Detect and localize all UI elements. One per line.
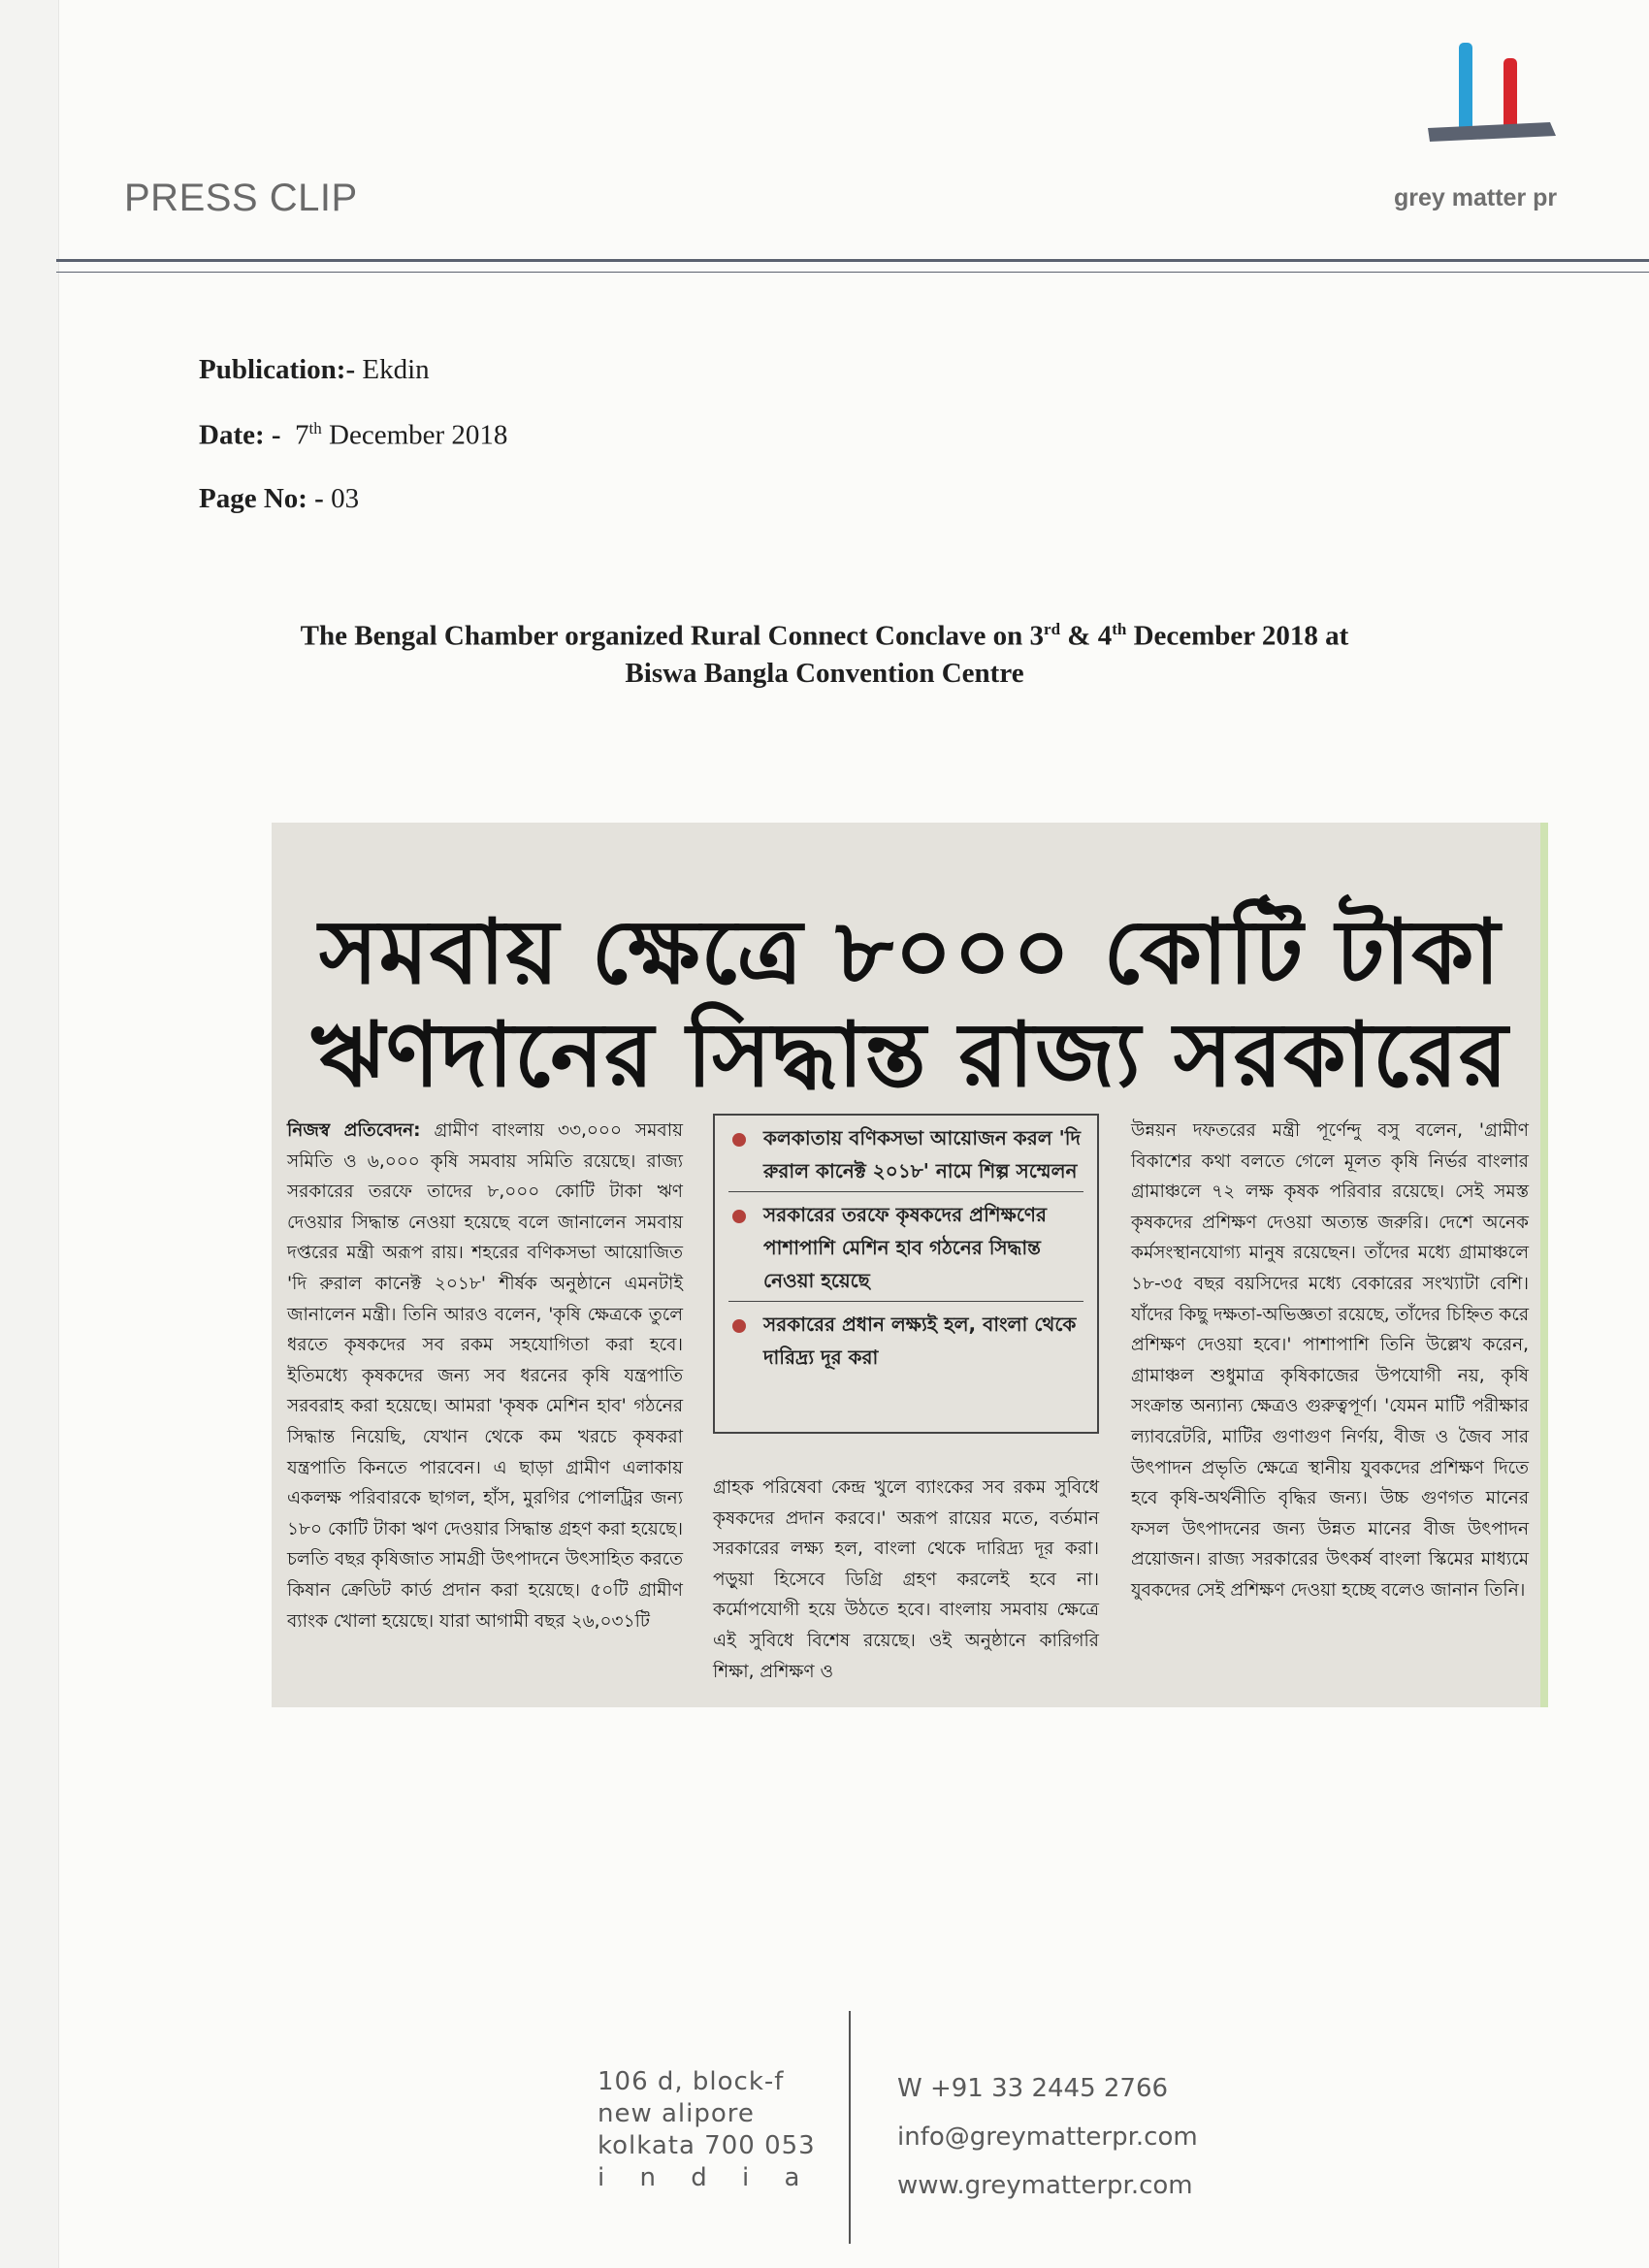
footer-phone: W +91 33 2445 2766 [897,2074,1169,2103]
date-rest: December 2018 [329,419,508,451]
highlight-item: সরকারের প্রধান লক্ষ্যই হল, বাংলা থেকে দারিদ্র্য দূর করা [728,1308,1083,1377]
grey-matter-logo-icon [1414,39,1569,155]
footer-address: 106 d, block-f new alipore kolkata 700 053 i n d i a [598,2067,816,2192]
page-label: Page No: - [199,483,324,514]
press-clip-label: PRESS CLIP [124,177,358,219]
highlight-item: সরকারের তরফে কৃষকদের প্রশিক্ষণের পাশাপাশি মেশিন হাব গঠনের সিদ্ধান্ত নেওয়া হয়েছে [728,1198,1083,1302]
footer-email[interactable]: info@greymatterpr.com [897,2122,1198,2152]
newspaper-clipping [272,823,1548,1707]
date-label: Date: - [199,419,281,451]
footer-contact [897,2064,1198,2210]
publication-label: Publication:- [199,354,356,385]
highlights-box [713,1114,1099,1434]
footer-website[interactable]: www.greymatterpr.com [897,2171,1193,2200]
page-value: 03 [331,483,360,514]
article-byline: নিজস্ব প্রতিবেদন: [287,1120,421,1141]
header-rule [56,259,1649,262]
date-line [199,419,507,452]
header-rule-thin [56,272,1649,273]
article-column-3: উন্নয়ন দফতরের মন্ত্রী পূর্ণেন্দু বসু বলেন, 'গ্রামীণ বিকাশের কথা বলতে গেলে মূলত কৃষি নির্ভর বাংলার গ্রামাঞ্চলে ৭২ লক্ষ কৃষক পরিবার রয়েছে। সেই সমস্ত কৃষকদের প্রশিক্ষণ দেওয়া অত্যন্ত জরুরি। দেশে অনেক কর্মসংস্থানযোগ্য মানুষ রয়েছেন। তাঁদের মধ্যে গ্রামাঞ্চলে ১৮-৩৫ বছর বয়সিদের মধ্যে বেকারের সংখ্যাটা বেশি। যাঁদের কিছু দক্ষতা-অভিজ্ঞতা রয়েছে, তাঁদের চিহ্নিত করে প্রশিক্ষণ দেওয়া হবে।' পাশাপাশি তিনি উল্লেখ করেন, গ্রামাঞ্চল শুধুমাত্র কৃষিকাজের উপযোগী নয়, কৃষি সংক্রান্ত অন্যান্য ক্ষেত্রও গুরুত্বপূর্ণ। 'যেমন মাটি পরীক্ষার ল্যাবরেটরি, মাটির গুণাগুণ নির্ণয়, বীজ ও জৈব সার উৎপাদন প্রভৃতি ক্ষেত্রে স্থানীয় যুবকদের প্রশিক্ষণ দিতে হবে কৃষি-অর্থনীতি বৃদ্ধির জন্য। উচ্চ গুণগত মানের ফসল উৎপাদনের জন্য উন্নত মানের বীজ উৎপাদন প্রয়োজন। রাজ্য সরকারের উৎকর্ষ বাংলা স্কিমের মাধ্যমে যুবকদের সেই প্রশিক্ষণ দেওয়া হচ্ছে বলেও জানান তিনি। [1131,1120,1529,1601]
article-column-2: গ্রাহক পরিষেবা কেন্দ্র খুলে ব্যাংকের সব রকম সুবিধে কৃষকদের প্রদান করবে।' অরূপ রায়ের মতে, বর্তমান সরকারের লক্ষ্য হল, বাংলা থেকে দারিদ্র্য দূর করা। পড়ুয়া হিসেবে ডিগ্রি গ্রহণ করলেই হবে না। কর্মোপযোগী হয়ে উঠতে হবে। বাংলায় সমবায় ক্ষেত্রে এই সুবিধে বিশেষ রয়েছে। ওই অনুষ্ঠানে কারিগরি শিক্ষা, প্রশিক্ষণ ও [713,1477,1099,1682]
publication-value: Ekdin [362,354,430,385]
bullet-icon [732,1133,746,1147]
article-text-1: গ্রামীণ বাংলায় ৩৩,০০০ সমবায় সমিতি ও ৬,০০০ কৃষি সমবায় সমিতি রয়েছে। রাজ্য সরকারের তরফে তাদের ৮,০০০ কোটি টাকা ঋণ দেওয়ার সিদ্ধান্ত নেওয়া হয়েছে বলে জানালেন সমবায় দপ্তরের মন্ত্রী অরূপ রায়। শহরের বণিকসভা আয়োজিত 'দি রুরাল কানেক্ট ২০১৮' শীর্ষক অনুষ্ঠানে এমনটাই জানালেন মন্ত্রী। তিনি আরও বলেন, 'কৃষি ক্ষেত্রকে তুলে ধরতে কৃষকদের সব রকম সহযোগিতা করা হবে। ইতিমধ্যে কৃষকদের জন্য সব ধরনের কৃষি যন্ত্রপাতি সরবরাহ করা হয়েছে। আমরা 'কৃষক মেশিন হাব' গঠনের সিদ্ধান্ত নিয়েছি, যেখান থেকে কম খরচে কৃষকরা যন্ত্রপাতি কিনতে পারবেন। এ ছাড়া গ্রামীণ এলাকায় একলক্ষ পরিবারকে ছাগল, হাঁস, মুরগির পোলট্রির জন্য ১৮০ কোটি টাকা ঋণ দেওয়ার সিদ্ধান্ত গ্রহণ করা হয়েছে। চলতি বছর কৃষিজাত সামগ্রী উৎপাদনে উৎসাহিত করতে কিষান ক্রেডিট কার্ড প্রদান করা হয়েছে। ৫০টি গ্রামীণ ব্যাংক খোলা হয়েছে। যারা আগামী বছর ২৬,০৩১টি [287,1120,683,1632]
bullet-icon [732,1210,746,1223]
date-suffix: th [308,419,322,437]
footer-divider [849,2011,851,2244]
clipping-headline-2: ঋণদানের সিদ্ধান্ত রাজ্য সরকারের [310,1003,1509,1107]
event-headline: The Bengal Chamber organized Rural Connect Conclave on 3rd & 4th December 2018 at Biswa Bangla Convention Centre [300,620,1349,689]
brand-name: grey matter pr [1394,184,1558,211]
date-day: 7 [295,419,309,451]
highlight-item: কলকাতায় বণিকসভা আয়োজন করল 'দি রুরাল কানেক্ট ২০১৮' নামে শিল্প সম্মেলন [728,1121,1083,1192]
bullet-icon [732,1319,746,1333]
clipping-headline-1: সমবায় ক্ষেত্রে ৮০০০ কোটি টাকা [318,900,1502,1004]
event-headline-line2: Biswa Bangla Convention Centre [625,657,1024,689]
article-column-1 [287,1116,683,1636]
page-line [199,483,359,515]
page-edge [0,0,59,2268]
publication-line [199,354,430,386]
